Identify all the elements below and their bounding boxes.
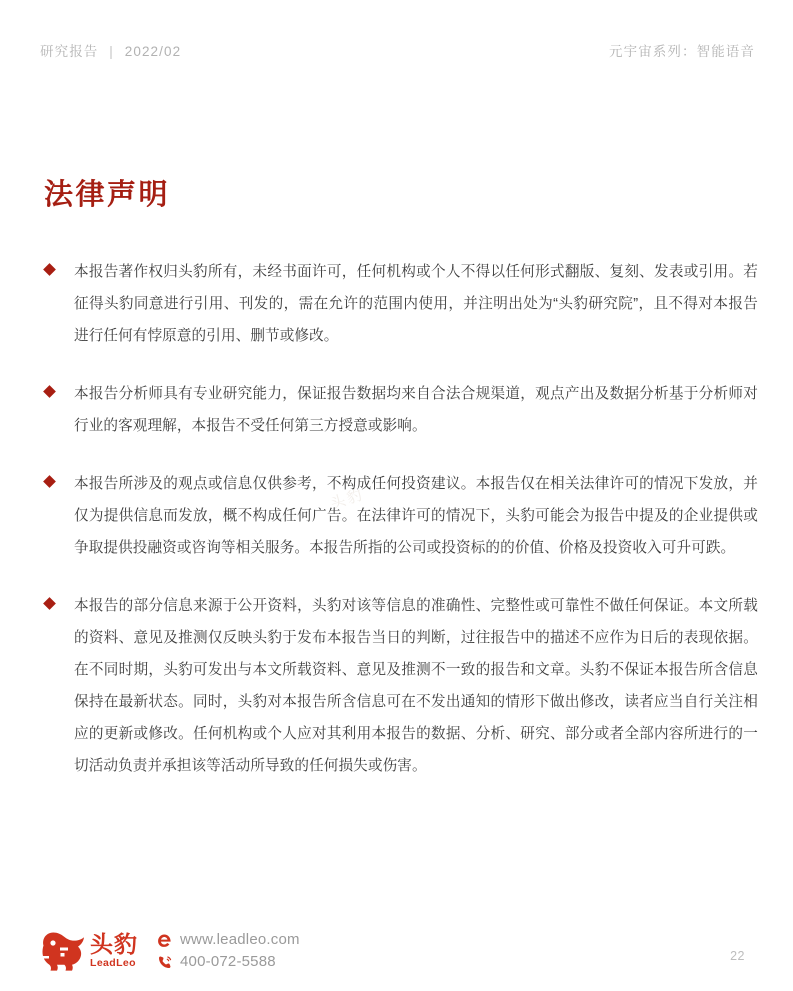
header-date: 2022/02	[124, 44, 182, 59]
header-divider: |	[109, 44, 114, 59]
brand-name-cn: 头豹	[90, 931, 138, 957]
list-item	[44, 468, 758, 564]
page-footer	[40, 929, 300, 973]
brand-wordmark	[90, 932, 138, 970]
header-left-group	[40, 40, 181, 60]
list-item-text: 本报告分析师具有专业研究能力，保证报告数据均来自合法合规渠道，观点产出及数据分析基于分析师对行业的客观理解，本报告不受任何第三方授意或影响。	[74, 386, 758, 434]
phone-icon	[156, 954, 173, 971]
diamond-bullet-icon	[43, 597, 56, 610]
list-item	[44, 378, 758, 442]
browser-e-icon	[156, 932, 173, 949]
leopard-head-icon	[40, 929, 86, 973]
website-row[interactable]	[156, 929, 300, 951]
list-item-text: 本报告的部分信息来源于公开资料，头豹对该等信息的准确性、完整性或可靠性不做任何保证。本文所载的资料、意见及推测仅反映头豹于发布本报告当日的判断，过往报告中的描述不应作为日后的表现依据。在不同时期，头豹可发出与本文所载资料、意见及推测不一致的报告和文章。头豹不保证本报告所含信息保持在最新状态。同时，头豹对本报告所含信息可在不发出通知的情形下做出修改，读者应当自行关注相应的更新或修改。任何机构或个人应对其利用本报告的数据、分析、研究、部分或者全部内容所进行的一切活动负责并承担该等活动所导致的任何损失或伤害。	[74, 598, 758, 774]
list-item-text: 本报告所涉及的观点或信息仅供参考，不构成任何投资建议。本报告仅在相关法律许可的情况下发放，并仅为提供信息而发放，概不构成任何广告。在法律许可的情况下，头豹可能会为报告中提及的企业提供或争取提供投融资或咨询等相关服务。本报告所指的公司或投资标的的价值、价格及投资收入可升可跌。	[74, 476, 758, 556]
phone-text: 400-072-5588	[180, 953, 276, 970]
diamond-bullet-icon	[43, 385, 56, 398]
page-number: 22	[730, 949, 745, 963]
header-series-label: 元宇宙系列：智能语音	[609, 44, 755, 59]
list-item	[44, 256, 758, 352]
diamond-bullet-icon	[43, 475, 56, 488]
phone-row[interactable]	[156, 951, 300, 973]
diamond-bullet-icon	[43, 263, 56, 276]
brand-name-en: LeadLeo	[90, 957, 136, 969]
contact-block	[156, 929, 300, 973]
list-item-text: 本报告著作权归头豹所有，未经书面许可，任何机构或个人不得以任何形式翻版、复刻、发表或引用。若征得头豹同意进行引用、刊发的，需在允许的范围内使用，并注明出处为“头豹研究院”，且不得对本报告进行任何有悖原意的引用、删节或修改。	[74, 264, 758, 344]
list-item	[44, 590, 758, 782]
legal-statement-list	[44, 256, 758, 782]
watermark: 头豹	[328, 486, 367, 513]
header-report-label: 研究报告	[40, 44, 99, 59]
page-header	[40, 38, 755, 62]
website-text: www.leadleo.com	[180, 931, 300, 948]
page-title: 法律声明	[44, 179, 171, 211]
